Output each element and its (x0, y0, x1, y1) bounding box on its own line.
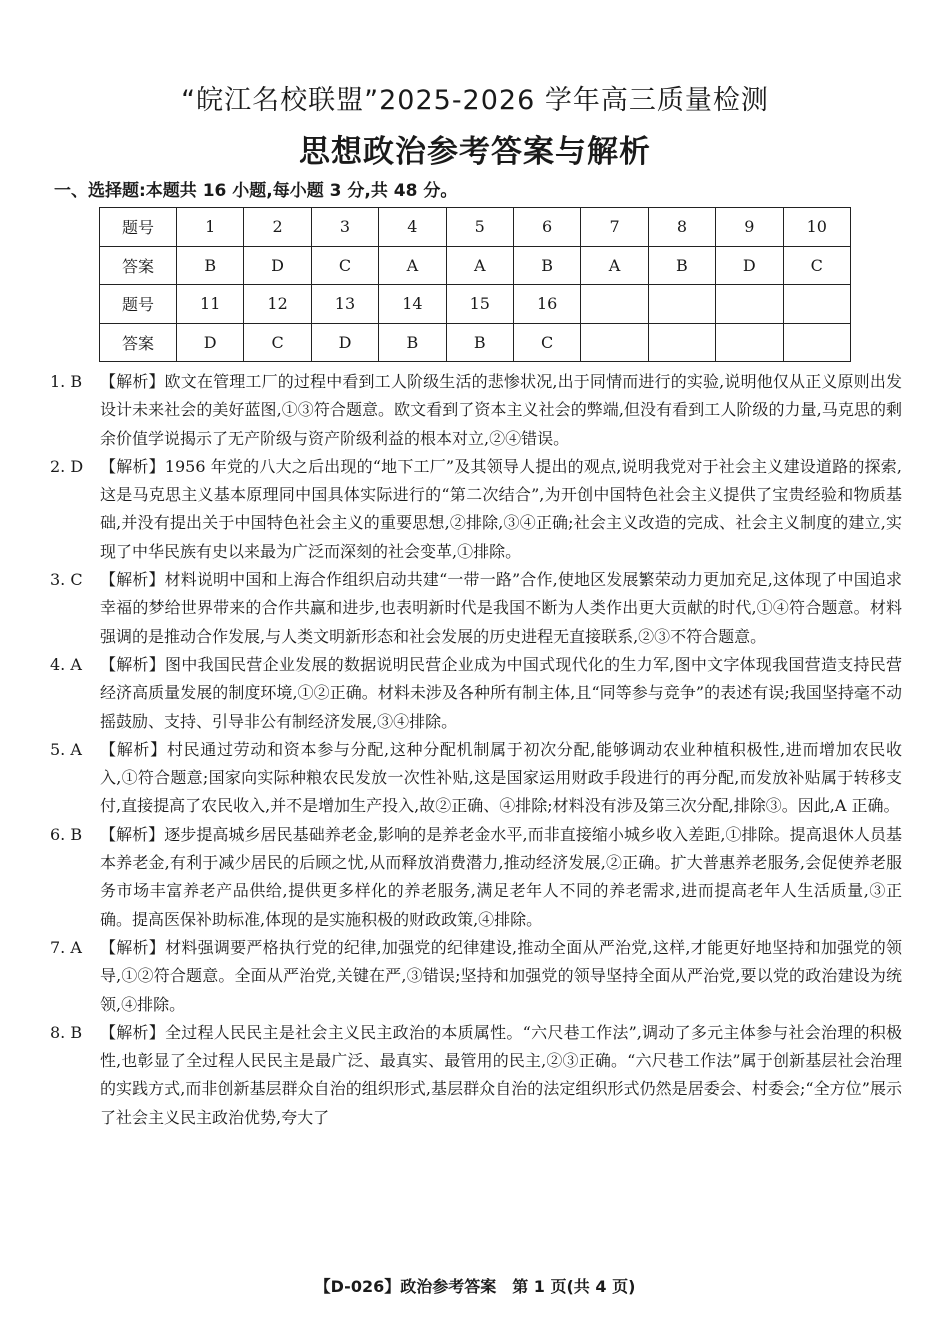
table-row-answers-2 (100, 323, 851, 362)
item-number: 3. C (50, 570, 83, 590)
table-cell: 5 (446, 208, 513, 247)
item-number: 1. B (50, 372, 83, 391)
table-cell: 1 (177, 208, 244, 247)
item-number: 7. A (50, 937, 82, 957)
table-cell: D (244, 246, 311, 285)
item-explanation: 【解析】材料说明中国和上海合作组织启动共建“一带一路”合作,使地区发展繁荣动力更加充足,这体现了中国追求幸福的梦给世界带来的合作共赢和进步,也表明新时代是我国不断为人类作出更大贡献的时代,①④符合题意。材料强调的是推动合作发展,与人类文明新形态和社会发展的历史进程无直接联系,②③不符合题意。 (100, 570, 902, 646)
table-cell: 6 (513, 208, 580, 247)
item-number: 6. B (50, 824, 83, 844)
item-number: 5. A (50, 739, 82, 759)
table-cell: D (716, 246, 783, 285)
row-label: 题号 (100, 208, 177, 247)
table-row-numbers-1 (100, 208, 851, 247)
table-cell: 14 (379, 285, 446, 324)
table-cell (581, 323, 648, 362)
list-item (50, 651, 902, 736)
row-label: 答案 (100, 246, 177, 285)
list-item (50, 1019, 902, 1132)
item-explanation: 【解析】1956 年党的八大之后出现的“地下工厂”及其领导人提出的观点,说明我党对于社会主义建设道路的探索,这是马克思主义基本原理同中国具体实际进行的“第二次结合”,为开创中国特色社会主义提供了宝贵经验和物质基础,并没有提出关于中国特色社会主义的重要思想,②排除,③④正确;社会主义改造的完成、社会主义制度的建立,实现了中华民族有史以来最为广泛而深刻的社会变革,①排除。 (100, 456, 902, 561)
table-cell: 15 (446, 285, 513, 324)
list-item (50, 453, 902, 566)
row-label: 题号 (100, 285, 177, 324)
row-label: 答案 (100, 323, 177, 362)
table-cell (648, 323, 715, 362)
table-cell: D (311, 323, 378, 362)
table-cell: B (177, 246, 244, 285)
table-cell (783, 285, 850, 324)
table-cell (648, 285, 715, 324)
table-cell: C (513, 323, 580, 362)
table-cell: 10 (783, 208, 850, 247)
table-cell: 3 (311, 208, 378, 247)
item-explanation: 【解析】材料强调要严格执行党的纪律,加强党的纪律建设,推动全面从严治党,这样,才能更好地坚持和加强党的领导,①②符合题意。全面从严治党,关键在严,③错误;坚持和加强党的领导坚持全面从严治党,要以党的政治建设为统领,④排除。 (100, 937, 902, 1014)
page-footer: 【D-026】政治参考答案 第 1 页(共 4 页) (314, 1277, 636, 1296)
table-cell: B (513, 246, 580, 285)
table-cell: C (311, 246, 378, 285)
table-cell: 7 (581, 208, 648, 247)
answer-table (99, 207, 851, 362)
table-cell: B (648, 246, 715, 285)
table-cell: B (446, 323, 513, 362)
table-cell: 16 (513, 285, 580, 324)
table-cell (716, 285, 783, 324)
table-cell: C (244, 323, 311, 362)
list-item (50, 566, 902, 651)
list-item (50, 821, 902, 934)
item-number: 2. D (50, 456, 84, 476)
item-explanation: 【解析】逐步提高城乡居民基础养老金,影响的是养老金水平,而非直接缩小城乡收入差距,①排除。提高退休人员基本养老金,有利于减少居民的后顾之忧,从而释放消费潜力,推动经济发展,②正确。扩大普惠养老服务,会促使养老服务市场丰富养老产品供给,提供更多样化的养老服务,满足老年人不同的养老需求,进而提高老年人生活质量,③正确。提高医保补助标准,体现的是实施积极的财政政策,④排除。 (100, 824, 902, 929)
table-row-numbers-2 (100, 285, 851, 324)
item-explanation: 【解析】村民通过劳动和资本参与分配,这种分配机制属于初次分配,能够调动农业种植积极性,进而增加农民收入,①符合题意;国家向实际种粮农民发放一次性补贴,这是国家运用财政手段进行的再分配,而发放补贴属于转移支付,直接提高了农民收入,并不是增加生产投入,故②正确、④排除;材料没有涉及第三次分配,排除③。因此,A 正确。 (100, 739, 902, 816)
item-number: 8. B (50, 1022, 83, 1042)
table-cell (783, 323, 850, 362)
table-cell (716, 323, 783, 362)
table-cell: A (379, 246, 446, 285)
item-explanation: 【解析】图中我国民营企业发展的数据说明民营企业成为中国式现代化的生力军,图中文字体现我国营造支持民营经济高质量发展的制度环境,①②正确。材料未涉及各种所有制主体,且“同等参与竞争”的表述有误;我国坚持毫不动摇鼓励、支持、引导非公有制经济发展,③④排除。 (100, 654, 902, 731)
section-heading: 一、选择题:本题共 16 小题,每小题 3 分,共 48 分。 (54, 181, 458, 201)
table-cell: 8 (648, 208, 715, 247)
table-cell: 2 (244, 208, 311, 247)
item-explanation: 【解析】欧文在管理工厂的过程中看到工人阶级生活的悲惨状况,出于同情而进行的实验,说明他仅从正义原则出发设计未来社会的美好蓝图,①③符合题意。欧文看到了资本主义社会的弊端,但没有看到工人阶级的力量,马克思的剩余价值学说揭示了无产阶级与资产阶级利益的根本对立,②④错误。 (100, 372, 902, 448)
table-row-answers-1 (100, 246, 851, 285)
table-cell: 11 (177, 285, 244, 324)
table-cell: A (581, 246, 648, 285)
item-explanation: 【解析】全过程人民民主是社会主义民主政治的本质属性。“六尺巷工作法”,调动了多元主体参与社会治理的积极性,也彰显了全过程人民民主是最广泛、最真实、最管用的民主,②③正确。“六尺巷工作法”属于创新基层社会治理的实践方式,而非创新基层群众自治的组织形式,基层群众自治的法定组织形式仍然是居委会、村委会;“全方位”展示了社会主义民主政治优势,夸大了 (100, 1022, 902, 1127)
list-item (50, 736, 902, 821)
document-title: “皖江名校联盟”2025-2026 学年高三质量检测 (181, 85, 769, 116)
table-cell: B (379, 323, 446, 362)
table-cell: 12 (244, 285, 311, 324)
list-item (50, 368, 902, 453)
table-cell: 13 (311, 285, 378, 324)
table-cell: 9 (716, 208, 783, 247)
table-cell: 4 (379, 208, 446, 247)
document-subtitle: 思想政治参考答案与解析 (299, 134, 651, 170)
item-number: 4. A (50, 654, 82, 674)
explanation-list (50, 368, 902, 1132)
list-item (50, 934, 902, 1019)
table-cell: C (783, 246, 850, 285)
table-cell (581, 285, 648, 324)
table-cell: D (177, 323, 244, 362)
table-cell: A (446, 246, 513, 285)
